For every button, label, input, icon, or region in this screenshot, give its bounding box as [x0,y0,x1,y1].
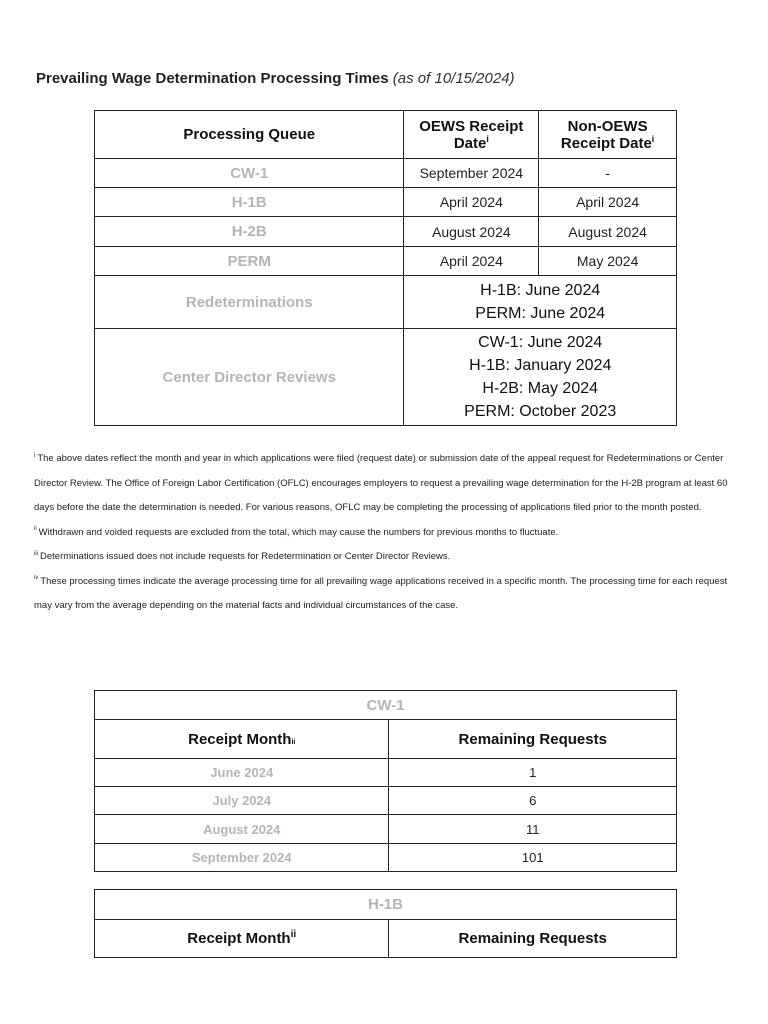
table-row [95,188,677,217]
footnotes [34,447,738,619]
footnote [34,521,738,546]
h1b-remaining-table [94,889,677,958]
table-row [95,787,677,815]
header-label: Receipt Month [188,730,292,748]
table-caption-row [95,691,677,720]
header-remaining-requests: Remaining Requests [389,920,677,958]
table-row [95,759,677,787]
queue-cell: Redeterminations [95,276,404,329]
cw1-remaining-table [94,690,677,872]
header-label: Receipt Month [187,930,291,947]
footnote-mark: i [486,133,489,144]
receipt-month-cell: August 2024 [95,815,389,844]
header-oews-label: OEWS Receipt Date [419,117,524,152]
table-row [95,217,677,247]
footnote-mark: iv [34,575,39,582]
redetermination-line: PERM: June 2024 [475,305,606,322]
remaining-requests-cell: 101 [389,844,677,872]
receipt-month-cell: July 2024 [95,787,389,815]
header-oews-receipt-date [404,111,539,159]
oews-date-cell: September 2024 [404,159,539,188]
center-director-line: CW-1: June 2024 [478,334,603,351]
table-caption-row [95,890,677,920]
processing-times-table [94,110,677,426]
table-row [95,159,677,188]
header-non-oews-label: Non-OEWS Receipt Date [560,117,652,152]
queue-cell: CW-1 [95,159,404,188]
receipt-month-cell: June 2024 [95,759,389,787]
oews-date-cell: April 2024 [404,188,539,217]
oews-date-cell: August 2024 [404,217,539,247]
non-oews-date-cell: May 2024 [539,247,677,276]
table-header-row [95,720,677,759]
table-row-center-director [95,329,677,426]
footnote-text: These processing times indicate the average processing time for all prevailing wage applications received in a specific month. The processing time for each request may vary from the average depending on the material facts and individual circumstances of the case. [34,575,728,611]
footnote-mark: iii [34,550,38,557]
redeterminations-dates [404,276,677,329]
center-director-dates [404,329,677,426]
table-row-redeterminations [95,276,677,329]
table-row [95,815,677,844]
queue-cell: H-1B [95,188,404,217]
footnote [34,447,738,521]
footnote [34,570,738,619]
title-as-of: (as of 10/15/2024) [392,70,515,87]
redetermination-line: H-1B: June 2024 [480,282,601,299]
receipt-month-cell: September 2024 [95,844,389,872]
footnote-text: Determinations issued does not include requests for Redetermination or Center Director Reviews. [40,551,451,562]
remaining-requests-cell: 6 [389,787,677,815]
center-director-line: PERM: October 2023 [464,403,617,420]
footnote-text: Withdrawn and voided requests are excluded from the total, which may cause the numbers for previous months to fluctuate. [38,526,559,538]
non-oews-date-cell: April 2024 [539,188,677,217]
center-director-line: H-1B: January 2024 [469,357,612,374]
center-director-line: H-2B: May 2024 [482,380,599,397]
non-oews-date-cell: - [539,159,677,188]
footnote-mark: ii [291,738,296,746]
table-header-row [95,920,677,958]
footnote-text: The above dates reflect the month and year in which applications were filed (request date) or submission date of the appeal request for Redeterminations or Center Director Review. The Office of Foreign Labor Certification (OFLC) encourages employers to request a prevailing wage determination for the H-2B program at least 60 days before the date the determination is needed. For various reasons, OFLC may be completing the processing of applications filed prior to the month posted. [34,453,728,513]
page-title [36,70,515,87]
footnote-mark: ii [290,929,297,940]
table-row [95,247,677,276]
table-row [95,844,677,872]
table-header-row [95,111,677,159]
footnote-mark: i [651,133,655,144]
table-caption: CW-1 [95,691,677,720]
queue-cell: Center Director Reviews [95,329,404,426]
header-receipt-month [95,720,389,759]
header-remaining-requests: Remaining Requests [389,720,677,759]
header-receipt-month [95,920,389,958]
remaining-requests-cell: 1 [389,759,677,787]
non-oews-date-cell: August 2024 [539,217,677,247]
remaining-requests-cell: 11 [389,815,677,844]
queue-cell: PERM [95,247,404,276]
footnote-mark: i [34,452,36,459]
header-processing-queue: Processing Queue [95,111,404,159]
queue-cell: H-2B [95,217,404,247]
title-main: Prevailing Wage Determination Processing Times [36,70,389,87]
footnote [34,545,738,570]
table-caption: H-1B [95,890,677,920]
footnote-mark: ii [34,526,37,533]
oews-date-cell: April 2024 [404,247,539,276]
header-non-oews-receipt-date [539,111,677,159]
